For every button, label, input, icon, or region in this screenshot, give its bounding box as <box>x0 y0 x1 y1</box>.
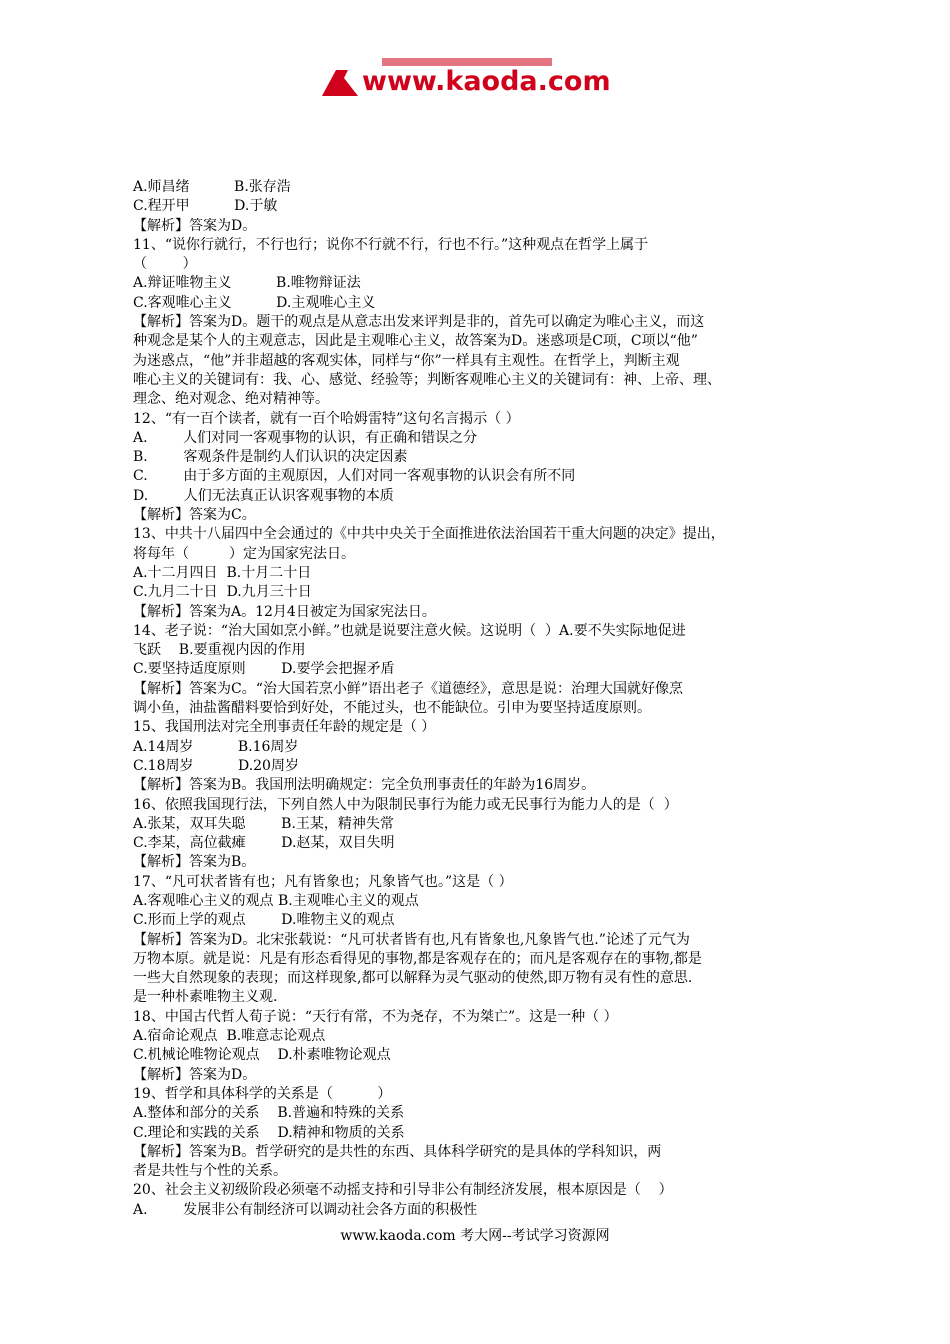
text-line: D. 人们无法真正认识客观事物的本质 <box>133 487 394 504</box>
text-line: 16、依照我国现行法，下列自然人中为限制民事行为能力或无民事行为能力人的是（ ） <box>133 796 678 813</box>
text-line: 理念、绝对观念、绝对精神等。 <box>133 391 329 408</box>
text-line: A.14周岁 B.16周岁 <box>133 738 299 755</box>
text-line: A.宿命论观点 B.唯意志论观点 <box>133 1028 326 1045</box>
text-line: 【解析】答案为D。 <box>133 217 257 234</box>
text-line: 15、我国刑法对完全刑事责任年龄的规定是（ ） <box>133 719 436 736</box>
text-line: 【解析】答案为B。我国刑法明确规定：完全负刑事责任的年龄为16周岁。 <box>133 777 596 794</box>
text-line: A.辩证唯物主义 B.唯物辩证法 <box>133 275 361 292</box>
text-line: 14、老子说：“治大国如烹小鲜。”也就是说要注意火候。这说明（ ）A.要不失实际地促进 <box>133 622 686 639</box>
text-line: C.机械论唯物论观点 D.朴素唯物论观点 <box>133 1047 391 1064</box>
text-line: 者是共性与个性的关系。 <box>133 1163 287 1180</box>
text-line: 万物本原。就是说：凡是有形态看得见的事物,都是客观存在的；而凡是客观存在的事物,都是 <box>133 950 702 967</box>
text-line: 唯心主义的关键词有：我、心、感觉、经验等；判断客观唯心主义的关键词有：神、上帝、理、 <box>133 371 721 388</box>
text-line: C.程开甲 D.于敏 <box>133 198 278 215</box>
text-line: 【解析】答案为A。12月4日被定为国家宪法日。 <box>133 603 436 620</box>
text-line: 【解析】答案为D。北宋张载说：“凡可状者皆有也,凡有皆象也,凡象皆气也.”论述了元气为 <box>133 931 690 948</box>
text-line: 19、哲学和具体科学的关系是（ ） <box>133 1085 392 1102</box>
text-line: 18、中国古代哲人荀子说：“天行有常，不为尧存，不为桀亡”。这是一种（ ） <box>133 1008 618 1025</box>
site-logo[interactable] <box>322 64 642 100</box>
text-line: （ ） <box>133 256 197 273</box>
text-line: A. 发展非公有制经济可以调动社会各方面的积极性 <box>133 1201 478 1218</box>
text-line: C.18周岁 D.20周岁 <box>133 757 299 774</box>
text-line: 【解析】答案为D。 <box>133 1066 257 1083</box>
text-line: 20、社会主义初级阶段必须毫不动摇支持和引导非公有制经济发展，根本原因是（ ） <box>133 1182 673 1199</box>
text-line: A.师昌绪 B.张存浩 <box>133 179 291 195</box>
text-line: 调小鱼，油盐酱醋料要恰到好处，不能过头，也不能缺位。引申为要坚持适度原则。 <box>133 700 651 717</box>
text-line: 一些大自然现象的表现；而这样现象,都可以解释为灵气驱动的使然,即万物有灵有性的意思. <box>133 970 693 987</box>
text-line: A.张某，双耳失聪 B.王某，精神失常 <box>133 815 394 832</box>
text-line: 飞跃 B.要重视内因的作用 <box>133 642 306 659</box>
text-line: C. 由于多方面的主观原因，人们对同一客观事物的认识会有所不同 <box>133 468 576 485</box>
logo-url-text: www.kaoda.com <box>362 66 611 97</box>
text-line: A.客观唯心主义的观点 B.主观唯心主义的观点 <box>133 892 419 909</box>
text-line: C.九月二十日 D.九月三十日 <box>133 584 312 601</box>
text-line: 【解析】答案为B。哲学研究的是共性的东西、具体科学研究的是具体的学科知识，两 <box>133 1143 662 1160</box>
text-line: B. 客观条件是制约人们认识的决定因素 <box>133 449 408 466</box>
text-line: C.形而上学的观点 D.唯物主义的观点 <box>133 912 395 929</box>
text-line: 17、“凡可状者皆有也；凡有皆象也；凡象皆气也。”这是（ ） <box>133 873 513 890</box>
text-line: A.整体和部分的关系 B.普遍和特殊的关系 <box>133 1105 405 1122</box>
text-line: C.要坚持适度原则 D.要学会把握矛盾 <box>133 661 395 678</box>
text-line: C.理论和实践的关系 D.精神和物质的关系 <box>133 1124 405 1141</box>
text-line: C.客观唯心主义 D.主观唯心主义 <box>133 294 376 311</box>
text-line: 种观念是某个人的主观意志，因此是主观唯心主义，故答案为D。迷惑项是C项，C项以“他” <box>133 333 698 350</box>
text-line: A. 人们对同一客观事物的认识，有正确和错误之分 <box>133 429 478 446</box>
text-line: 为迷惑点，“他”并非超越的客观实体，同样与“你”一样具有主观性。在哲学上，判断主观 <box>133 352 680 369</box>
text-line: C.李某，高位截瘫 D.赵某，双目失明 <box>133 835 395 852</box>
text-line: 【解析】答案为C。 <box>133 507 256 524</box>
text-line: 【解析】答案为C。“治大国若烹小鲜”语出老子《道德经》，意思是说：治理大国就好像烹 <box>133 680 684 697</box>
text-line: 将每年（ ）定为国家宪法日。 <box>133 545 356 562</box>
text-line: 是一种朴素唯物主义观. <box>133 989 278 1006</box>
text-line: 【解析】答案为B。 <box>133 854 256 871</box>
page-footer: www.kaoda.com 考大网--考试学习资源网 <box>340 1228 610 1244</box>
document-body <box>133 178 833 1220</box>
text-line: A.十二月四日 B.十月二十日 <box>133 564 312 581</box>
text-line: 【解析】答案为D。题干的观点是从意志出发来评判是非的，首先可以确定为唯心主义，而这 <box>133 314 705 331</box>
text-line: 13、中共十八届四中全会通过的《中共中央关于全面推进依法治国若干重大问题的决定》提出， <box>133 526 725 543</box>
logo-decoration <box>382 58 552 66</box>
text-line: 11、“说你行就行，不行也行；说你不行就不行，行也不行。”这种观点在哲学上属于 <box>133 236 649 253</box>
text-line: 12、“有一百个读者，就有一百个哈姆雷特”这句名言揭示（ ） <box>133 410 520 427</box>
